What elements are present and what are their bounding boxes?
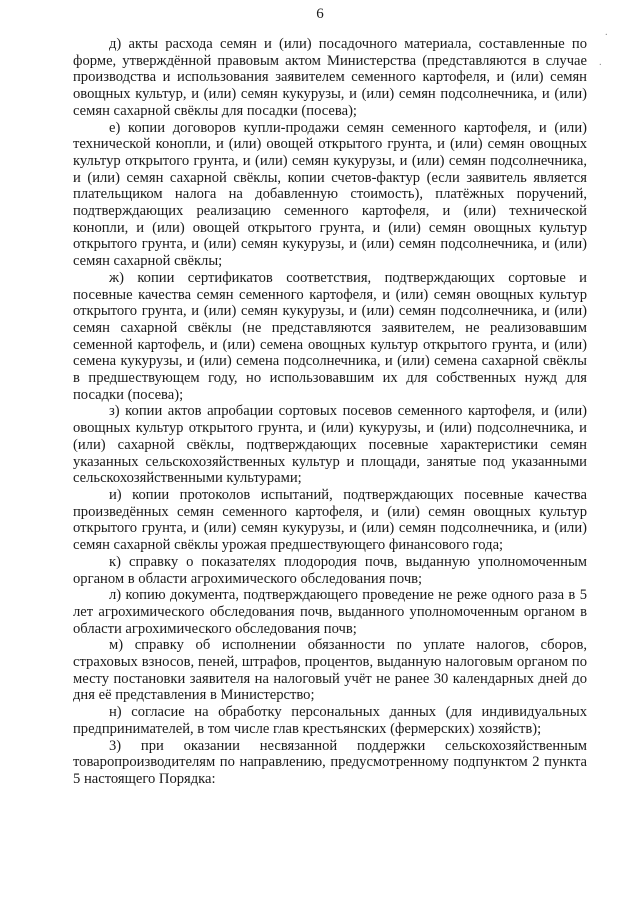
paragraph-3: 3) при оказании несвязанной поддержки сельскохозяйственным товаропроизводителям по направлению, предусмотренному подпунктом 2 пункта 5 настоящего Порядка: [73, 737, 587, 787]
paragraph-i: и) копии протоколов испытаний, подтверждающих посевные качества произведённых семян семенного картофеля, и (или) семян овощных культур открытого грунта, и (или) семян кукурузы, и (или) семян подсолнечника, и (или) семян сахарной свёклы урожая предшествующего финансового года; [73, 486, 587, 554]
paragraph-d: д) акты расхода семян и (или) посадочного материала, составленные по форме, утверждённой правовым актом Министерства (представляются в случае производства и использования заявителем семенного картофеля, и (или) семян овощных культур, и (или) семян кукурузы, и (или) семян подсолнечника, и (или) семян сахарной свёклы для посадки (посева); [73, 36, 587, 119]
paragraph-e: е) копии договоров купли-продажи семян семенного картофеля, и (или) технической конопли, и (или) овощей открытого грунта, и (или) семян овощных культур открытого грунта, и (или) семян кукурузы, и (или) семян подсолнечника, и (или) семян сахарной свёклы, копии счетов-фактур (если заявитель является плательщиком налога на добавленную стоимость), платёжных поручений, подтверждающих реализацию семенного картофеля, и (или) технической конопли, и (или) овощей открытого грунта, и (или) семян овощных культур открытого грунта, и (или) семян кукурузы, и (или) семян подсолнечника, и (или) семян сахарной свёклы; [73, 119, 587, 270]
paragraph-l: л) копию документа, подтверждающего проведение не реже одного раза в 5 лет агрохимического обследования почв, выданного уполномоченным органом в области агрохимического обследования почв; [73, 587, 587, 637]
paragraph-n: н) согласие на обработку персональных данных (для индивидуальных предпринимателей, в том числе глав крестьянских (фермерских) хозяйств); [73, 704, 587, 737]
scan-speck: · [598, 60, 602, 71]
paragraph-k: к) справку о показателях плодородия почв, выданную уполномоченным органом в области агрохимического обследования почв; [73, 553, 587, 587]
scan-speck: · [604, 30, 608, 41]
paragraph-m: м) справку об исполнении обязанности по уплате налогов, сборов, страховых взносов, пеней, штрафов, процентов, выданную налоговым органом по месту постановки заявителя на налоговый учёт не ранее 30 календарных дней до дня её представления в Министерство; [73, 637, 587, 704]
document-body [73, 36, 587, 788]
paragraph-zh: ж) копии сертификатов соответствия, подтверждающих сортовые и посевные качества семян семенного картофеля, и (или) семян овощных культур открытого грунта, и (или) семян кукурузы, и (или) семян подсолнечника, и (или) семян сахарной свёклы (не представляются заявителем, не реализовавшим семенной картофель, и (или) семена овощных культур открытого грунта, и (или) семена кукурузы, и (или) семена подсолнечника, и (или) семена сахарной свёклы в предшествующем году, но использовавшим их для собственных нужд для посадки (посева); [73, 269, 587, 403]
page-number: 6 [316, 6, 324, 22]
paragraph-z: з) копии актов апробации сортовых посевов семенного картофеля, и (или) овощных культур открытого грунта, и (или) кукурузы, и (или) подсолнечника, и (или) сахарной свёклы, подтверждающих посевные характеристики семян указанных сельскохозяйственных культур и площади, занятые под указанными сельскохозяйственными культурами; [73, 403, 587, 487]
